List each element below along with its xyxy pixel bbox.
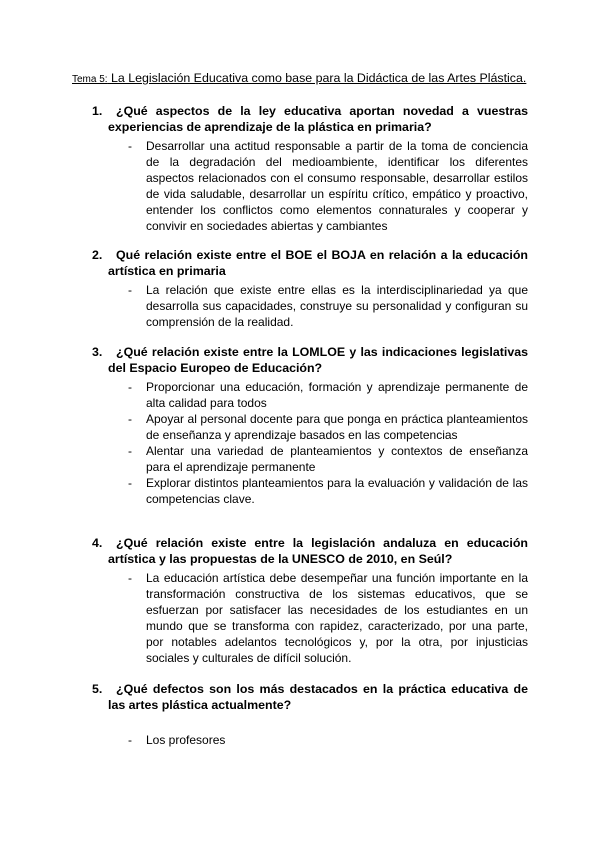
question-number: 5.	[92, 682, 103, 696]
document-title	[72, 71, 542, 85]
answer-item: - La relación que existe entre ellas es la interdisciplinariedad ya que desarrolla sus capacidades, construye su personalidad y configuran su comprensión de la realidad.	[128, 282, 528, 330]
answer-item: - Explorar distintos planteamientos para la evaluación y validación de las competencias clave.	[128, 475, 528, 507]
answer-list	[72, 732, 528, 748]
question-text: ¿Qué relación existe entre la LOMLOE y las indicaciones legislativas del Espacio Europeo de Educación?	[108, 345, 528, 375]
answer-item: - Alentar una variedad de planteamientos y contextos de enseñanza para el aprendizaje permanente	[128, 443, 528, 475]
answer-list	[72, 282, 528, 330]
question-text: ¿Qué defectos son los más destacados en la práctica educativa de las artes plástica actualmente?	[108, 682, 528, 712]
question-1	[72, 103, 528, 234]
question-text: ¿Qué aspectos de la ley educativa aportan novedad a vuestras experiencias de aprendizaje de la plástica en primaria?	[108, 104, 528, 134]
answer-list	[72, 570, 528, 666]
question-heading	[72, 681, 528, 713]
question-heading	[72, 247, 528, 279]
question-number: 2.	[92, 248, 103, 262]
question-number: 1.	[92, 104, 103, 118]
question-2	[72, 247, 528, 330]
question-5	[72, 681, 528, 748]
question-heading	[72, 344, 528, 376]
question-text: Qué relación existe entre el BOE el BOJA en relación a la educación artística en primaria	[108, 248, 528, 278]
answer-item: - Proporcionar una educación, formación y aprendizaje permanente de alta calidad para todos	[128, 379, 528, 411]
answer-list	[72, 138, 528, 234]
topic-label: Tema 5:	[72, 74, 108, 85]
answer-list	[72, 379, 528, 507]
question-heading	[72, 535, 528, 567]
question-number: 4.	[92, 536, 103, 550]
topic-title: La Legislación Educativa como base para la Didáctica de las Artes Plástica.	[107, 71, 527, 85]
question-4	[72, 535, 528, 666]
answer-item: - Desarrollar una actitud responsable a partir de la toma de conciencia de la degradación del medioambiente, identificar los diferentes aspectos relacionados con el consumo responsable, desarrollar estilos de vida saludable, desarrollar un espíritu crítico, empático y proactivo, entender los conflictos como elementos connaturales y cooperar y convivir en sociedades abiertas y cambiantes	[128, 138, 528, 234]
question-number: 3.	[92, 345, 103, 359]
question-3	[72, 344, 528, 507]
answer-item: - Los profesores	[128, 732, 528, 748]
question-heading	[72, 103, 528, 135]
answer-item: - La educación artística debe desempeñar una función importante en la transformación constructiva de los sistemas educativos, que se esfuerzan por satisfacer las necesidades de los estudiantes en un mundo que se transforma con rapidez, caracterizado, por una parte, por notables adelantos tecnológicos y, por la otra, por injusticias sociales y culturales de difícil solución.	[128, 570, 528, 666]
question-text: ¿Qué relación existe entre la legislación andaluza en educación artística y las propuestas de la UNESCO de 2010, en Seúl?	[108, 536, 528, 566]
answer-item: - Apoyar al personal docente para que ponga en práctica planteamientos de enseñanza y aprendizaje basados en las competencias	[128, 411, 528, 443]
